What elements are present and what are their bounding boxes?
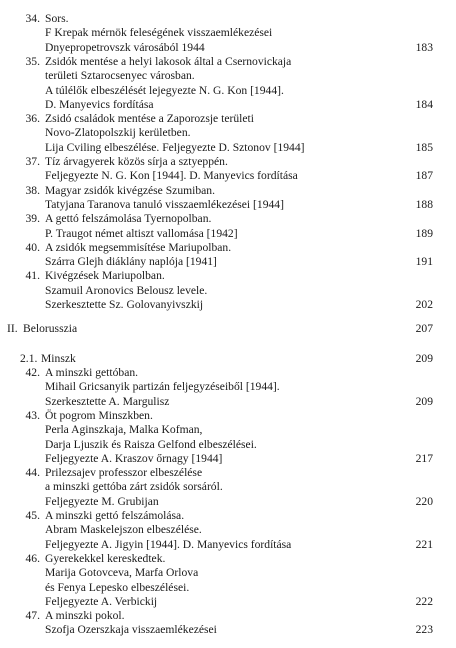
entry-text: Feljegyezte A. Verbickij — [45, 594, 158, 608]
toc-line — [0, 212, 456, 226]
entry-page: 209 — [415, 394, 433, 408]
entry-number: 47. — [25, 609, 40, 623]
toc-line — [0, 184, 456, 198]
entry-text: Abram Maskelejszon elbeszélése. — [45, 523, 202, 537]
entry-page: 222 — [415, 594, 433, 608]
toc-line — [0, 552, 456, 566]
entry-text: Zsidó családok mentése a Zaporozsje területi — [45, 112, 254, 126]
entry-text: Magyar zsidók kivégzése Szumiban. — [45, 183, 215, 197]
entry-text: Perla Aginszkaja, Malka Kofman, — [45, 423, 203, 437]
toc-line — [0, 69, 456, 83]
entry-page: 188 — [415, 197, 433, 211]
toc-line — [0, 198, 456, 212]
toc-line — [0, 169, 456, 183]
toc-line — [0, 380, 456, 394]
entry-text: a minszki gettóba zárt zsidók sorsáról. — [45, 480, 223, 494]
entry-text: Feljegyezte N. G. Kon [1944]. D. Manyevics fordítása — [45, 169, 298, 183]
entry-number: 46. — [25, 551, 40, 565]
entry-text: Zsidók mentése a helyi lakosok által a Csernovickaja — [45, 54, 292, 68]
entry-number: 36. — [25, 112, 40, 126]
toc-line — [0, 581, 456, 595]
toc-line — [0, 480, 456, 494]
section-number: II. — [7, 322, 18, 335]
entry-text: Feljegyezte M. Grubijan — [45, 494, 159, 508]
entry-text: Darja Ljuszik és Raisza Gelfond elbeszélései. — [45, 437, 257, 451]
toc-line — [0, 284, 456, 298]
toc-line — [0, 12, 456, 26]
toc-line — [0, 155, 456, 169]
entry-page: 189 — [415, 226, 433, 240]
entry-text: A gettó felszámolása Tyernopolban. — [45, 212, 212, 226]
toc-line — [0, 84, 456, 98]
entry-text: A minszki pokol. — [45, 609, 125, 623]
entry-number: 35. — [25, 54, 40, 68]
entry-page: 191 — [415, 255, 433, 269]
toc-line — [0, 395, 456, 409]
entry-text: Novo-Zlatopolszkij kerületben. — [45, 126, 191, 140]
entry-text: Szárra Glejh diáklány naplója [1941] — [45, 255, 217, 269]
entry-text: Szamuil Aronovics Belousz levele. — [45, 283, 208, 297]
subsection-heading — [0, 352, 456, 366]
entry-number: 41. — [25, 269, 40, 283]
entry-text: Szerkesztette A. Margulisz — [45, 394, 170, 408]
toc-line — [0, 241, 456, 255]
toc-line — [0, 409, 456, 423]
toc-line — [0, 98, 456, 112]
toc-line — [0, 595, 456, 609]
entry-text: D. Manyevics fordítása — [45, 97, 154, 111]
toc-line — [0, 466, 456, 480]
entry-text: P. Traugot német altiszt vallomása [1942] — [45, 226, 238, 240]
toc-line — [0, 55, 456, 69]
toc-line — [0, 609, 456, 623]
toc-line — [0, 26, 456, 40]
entry-text: Öt pogrom Minszkben. — [45, 408, 153, 422]
toc-line — [0, 269, 456, 283]
toc-line — [0, 41, 456, 55]
entry-number: 44. — [25, 466, 40, 480]
entry-text: Szerkesztette Sz. Golovanyivszkij — [45, 298, 204, 311]
entry-text: Szofja Ozerszkaja visszaemlékezései — [45, 623, 217, 637]
toc-line — [0, 438, 456, 452]
entry-text: Tatyjana Taranova tanuló visszaemlékezései [1944] — [45, 197, 284, 211]
entry-number: 43. — [25, 408, 40, 422]
toc-line — [0, 495, 456, 509]
entry-text: A túlélők elbeszélését lejegyezte N. G. Kon [1944]. — [45, 83, 284, 97]
entry-text: A minszki gettóban. — [45, 366, 139, 379]
entry-text: F Krepak mérnök feleségének visszaemlékezései — [45, 26, 273, 40]
toc-line — [0, 366, 456, 380]
entry-number: 39. — [25, 212, 40, 226]
toc-line — [0, 509, 456, 523]
entry-text: Kivégzések Mariupolban. — [45, 269, 165, 283]
entry-page: 183 — [415, 40, 433, 54]
toc-line — [0, 141, 456, 155]
entry-page: 217 — [415, 451, 433, 465]
entry-text: Feljegyezte A. Jigyin [1944]. D. Manyevics fordítása — [45, 537, 292, 551]
entry-page: 185 — [415, 140, 433, 154]
entry-number: 34. — [25, 12, 40, 25]
section-heading — [0, 322, 456, 336]
entry-page: 202 — [415, 298, 433, 311]
entry-text: A minszki gettó felszámolása. — [45, 509, 185, 522]
subsection-number: 2.1. — [20, 352, 38, 365]
toc-line — [0, 112, 456, 126]
toc-line — [0, 538, 456, 552]
entry-text: Marija Gotovceva, Marfa Orlova — [45, 566, 199, 580]
entry-text: Gyerekekkel kereskedtek. — [45, 551, 166, 565]
entry-number: 42. — [25, 366, 40, 379]
entry-page: 184 — [415, 97, 433, 111]
entry-text: Lija Cviling elbeszélése. Feljegyezte D. Sztonov [1944] — [45, 140, 305, 154]
subsection-title: Minszk — [41, 352, 76, 365]
toc-line — [0, 423, 456, 437]
entry-number: 37. — [25, 155, 40, 168]
toc-line — [0, 298, 456, 312]
toc-line — [0, 227, 456, 241]
toc-line — [0, 623, 456, 637]
entry-text: Prilezsajev professzor elbeszélése — [45, 466, 203, 480]
entry-text: Sors. — [45, 12, 69, 25]
toc-line — [0, 126, 456, 140]
entry-text: Feljegyezte A. Kraszov őrnagy [1944] — [45, 451, 223, 465]
entry-text: Tíz árvagyerek közös sírja a sztyeppén. — [45, 155, 228, 168]
entry-number: 40. — [25, 240, 40, 254]
entry-number: 45. — [25, 509, 40, 522]
subsection-page: 209 — [415, 352, 433, 365]
entry-page: 221 — [415, 537, 433, 551]
toc-line — [0, 566, 456, 580]
entry-page: 223 — [415, 623, 433, 637]
entry-text: A zsidók megsemmisítése Mariupolban. — [45, 240, 232, 254]
section-title: Belorusszia — [23, 322, 78, 335]
entry-text: és Fenya Lepesko elbeszélései. — [45, 580, 190, 594]
toc-line — [0, 452, 456, 466]
entry-page: 187 — [415, 169, 433, 183]
section-page: 207 — [415, 322, 433, 335]
entry-text: Mihail Gricsanyik partizán feljegyzéseiből [1944]. — [45, 380, 280, 394]
entry-number: 38. — [25, 183, 40, 197]
toc-line — [0, 523, 456, 537]
toc-line — [0, 255, 456, 269]
entry-text: Dnyepropetrovszk városából 1944 — [45, 40, 205, 54]
entry-text: területi Sztarocsenyec városban. — [45, 69, 195, 83]
entry-page: 220 — [415, 494, 433, 508]
